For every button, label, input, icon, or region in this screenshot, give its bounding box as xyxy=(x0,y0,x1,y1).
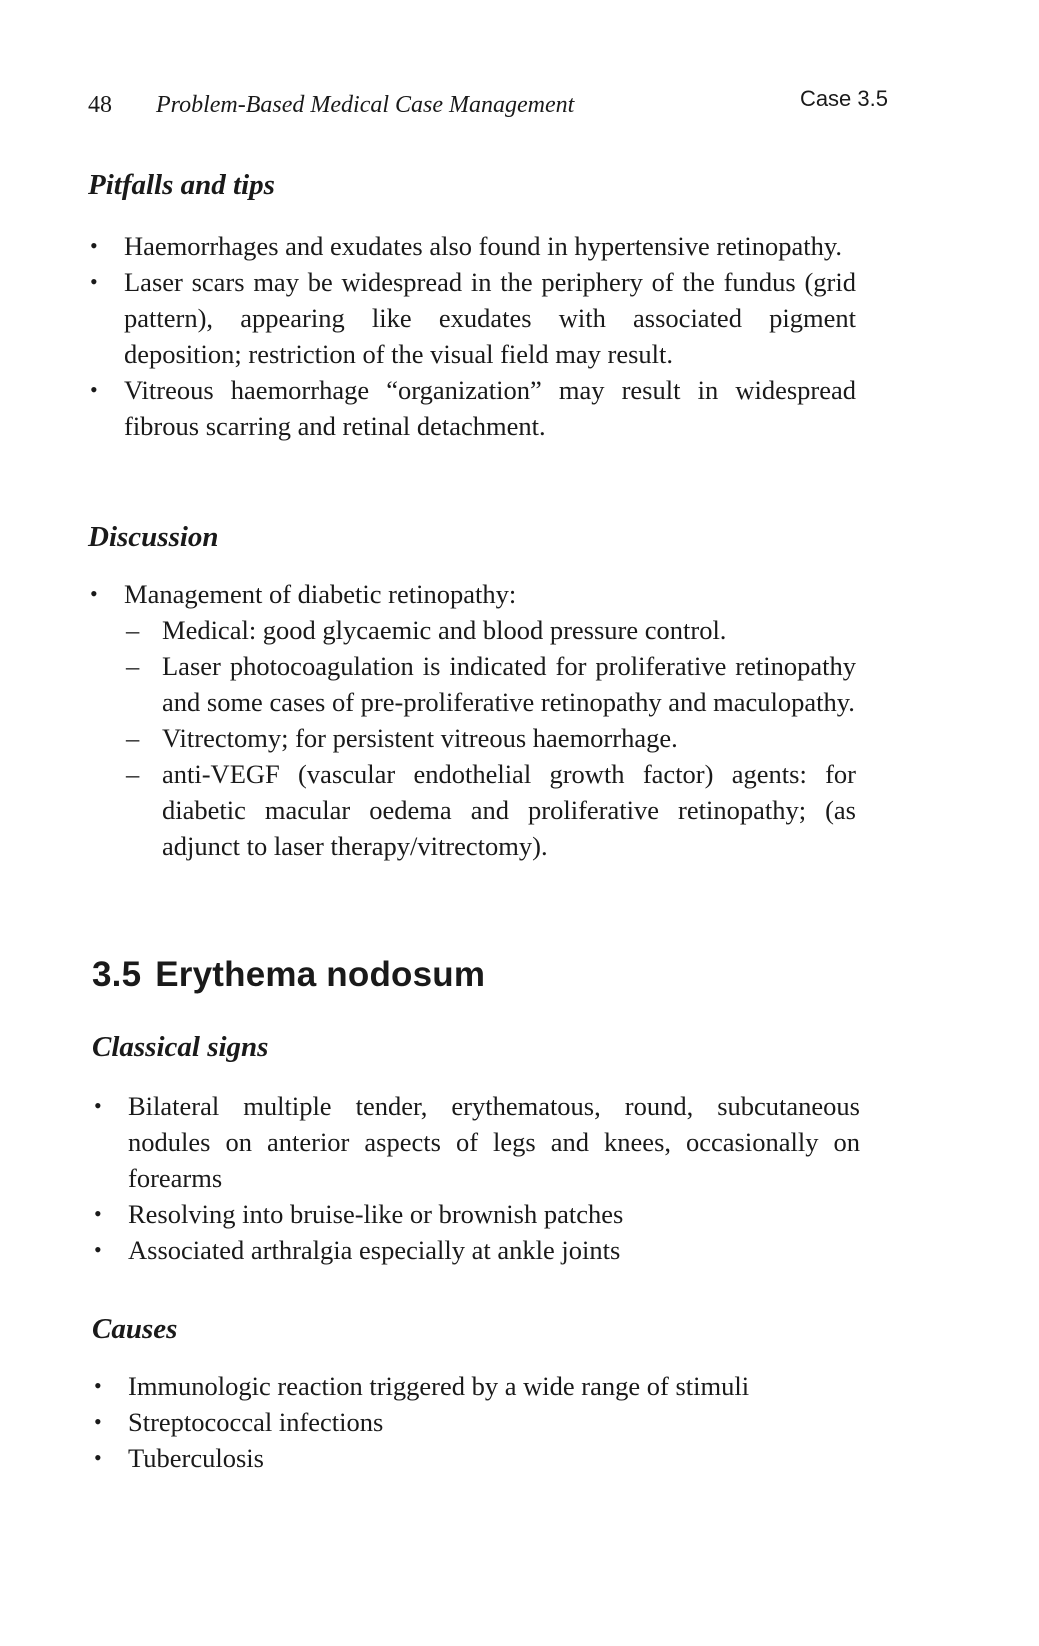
sublist-item: – Laser photocoagulation is indicated for proliferative retinopathy and some cases of pre-proliferative retinopathy and maculopathy. xyxy=(124,648,856,720)
list-item: • Associated arthralgia especially at ankle joints xyxy=(92,1232,860,1268)
list-item: • Bilateral multiple tender, erythematous, round, subcutaneous nodules on anterior aspects of legs and knees, occasionally on forearms xyxy=(92,1088,860,1196)
section-title: Erythema nodosum xyxy=(155,955,486,994)
management-sublist xyxy=(124,612,856,864)
discussion-heading: Discussion xyxy=(88,521,219,553)
sublist-item: – Medical: good glycaemic and blood pressure control. xyxy=(124,612,856,648)
list-item: • Laser scars may be widespread in the periphery of the fundus (grid pattern), appearing like exudates with associated pigment deposition; restriction of the visual field may result. xyxy=(88,264,856,372)
page-number: 48 xyxy=(88,92,112,118)
case-label: Case 3.5 xyxy=(799,86,888,111)
discussion-item-label: Management of diabetic retinopathy: xyxy=(124,579,517,609)
list-item xyxy=(88,576,856,864)
sublist-item: – Vitrectomy; for persistent vitreous haemorrhage. xyxy=(124,720,856,756)
causes-list xyxy=(92,1368,860,1476)
list-item: • Vitreous haemorrhage “organization” may result in widespread fibrous scarring and retinal detachment. xyxy=(88,372,856,444)
sublist-item: – anti-VEGF (vascular endothelial growth factor) agents: for diabetic macular oedema and proliferative retinopathy; (as adjunct to laser therapy/vitrectomy). xyxy=(124,756,856,864)
book-title: Problem-Based Medical Case Management xyxy=(156,92,575,118)
list-item: • Tuberculosis xyxy=(92,1440,860,1476)
list-item: • Haemorrhages and exudates also found in hypertensive retinopathy. xyxy=(88,228,856,264)
classical-signs-heading: Classical signs xyxy=(92,1031,269,1063)
section-number: 3.5 xyxy=(92,955,142,994)
list-item: • Immunologic reaction triggered by a wide range of stimuli xyxy=(92,1368,860,1404)
list-item: • Streptococcal infections xyxy=(92,1404,860,1440)
causes-heading: Causes xyxy=(92,1313,178,1345)
discussion-list xyxy=(88,576,856,864)
classical-signs-list xyxy=(92,1088,860,1268)
pitfalls-list xyxy=(88,228,856,444)
running-head xyxy=(88,80,888,120)
book-page xyxy=(88,80,888,1473)
section-heading xyxy=(92,955,485,995)
pitfalls-heading: Pitfalls and tips xyxy=(88,169,275,201)
list-item: • Resolving into bruise-like or brownish patches xyxy=(92,1196,860,1232)
